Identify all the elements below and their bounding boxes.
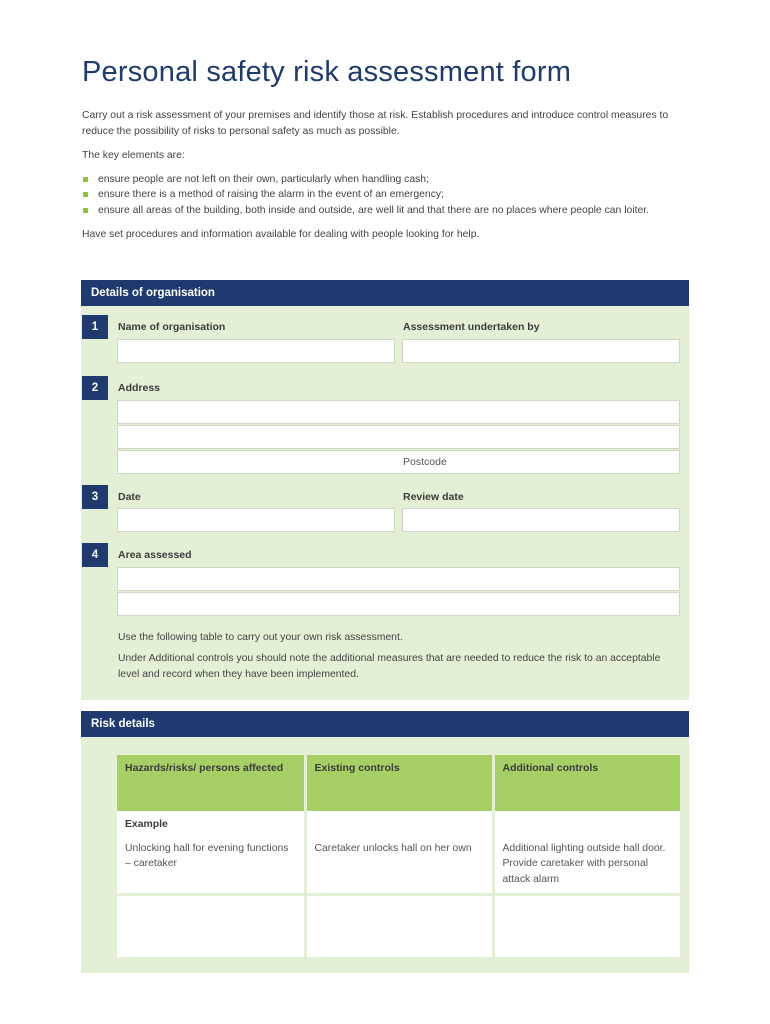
table-row xyxy=(117,895,680,959)
item-number-4: 4 xyxy=(82,543,108,567)
section-header-details: Details of organisation xyxy=(81,280,689,306)
column-header-existing-controls: Existing controls xyxy=(305,755,493,811)
list-item: ensure people are not left on their own, particularly when handling cash; xyxy=(82,172,682,188)
column-header-additional-controls: Additional controls xyxy=(493,755,680,811)
item-number-2: 2 xyxy=(82,376,108,400)
date-label: Date xyxy=(118,491,141,503)
details-section xyxy=(81,280,689,700)
item-number-1: 1 xyxy=(82,315,108,339)
list-item: ensure all areas of the building, both inside and outside, are well lit and that there are no places where people can loiter. xyxy=(82,203,682,219)
example-existing-cell xyxy=(305,811,493,895)
review-date-label: Review date xyxy=(403,491,464,503)
bullet-square-icon xyxy=(83,192,88,197)
bullet-square-icon xyxy=(83,177,88,182)
name-of-organisation-label: Name of organisation xyxy=(118,321,226,333)
example-hazard-cell xyxy=(117,811,305,895)
address-line-2-field[interactable] xyxy=(117,425,680,449)
area-assessed-label: Area assessed xyxy=(118,549,192,561)
risk-section xyxy=(81,711,689,973)
review-date-field[interactable] xyxy=(402,508,680,532)
assessment-undertaken-by-label: Assessment undertaken by xyxy=(403,321,540,333)
list-item: ensure there is a method of raising the alarm in the event of an emergency; xyxy=(82,187,682,203)
intro-paragraph: Carry out a risk assessment of your premises and identify those at risk. Establish procedures and introduce control measures to reduce the possibility of risks to personal safety as much as possible. xyxy=(82,110,669,137)
bullet-square-icon xyxy=(83,208,88,213)
example-existing-text: Caretaker unlocks hall on her own xyxy=(314,842,472,854)
area-assessed-line-1-field[interactable] xyxy=(117,567,680,591)
intro-text xyxy=(82,108,682,252)
example-additional-text: Additional lighting outside hall door. Provide caretaker with personal attack alarm xyxy=(502,842,666,885)
page-title: Personal safety risk assessment form xyxy=(82,56,572,88)
address-label: Address xyxy=(118,382,161,394)
intro-paragraph-2: Have set procedures and information available for dealing with people looking for help. xyxy=(82,229,480,240)
table-row xyxy=(117,811,680,895)
risk-table xyxy=(117,755,680,960)
item-number-3: 3 xyxy=(82,485,108,509)
section-header-risk: Risk details xyxy=(81,711,689,737)
organisation-name-field[interactable] xyxy=(117,339,395,363)
assessment-undertaken-by-field[interactable] xyxy=(402,339,680,363)
example-label: Example xyxy=(125,819,168,830)
additional-controls-input-cell[interactable] xyxy=(493,895,680,959)
address-line-3-field[interactable] xyxy=(117,450,680,474)
table-header-row xyxy=(117,755,680,811)
hazard-input-cell[interactable] xyxy=(117,895,305,959)
example-additional-cell xyxy=(493,811,680,895)
key-elements-label: The key elements are: xyxy=(82,150,185,161)
postcode-label: Postcode xyxy=(403,456,447,468)
column-header-hazards: Hazards/risks/ persons affected xyxy=(117,755,305,811)
key-elements-list xyxy=(82,172,682,219)
additional-controls-note: Under Additional controls you should note the additional measures that are needed to reduce the risk to an acceptable level and record when they have been implemented. xyxy=(118,653,661,680)
existing-controls-input-cell[interactable] xyxy=(305,895,493,959)
table-instruction-note: Use the following table to carry out your own risk assessment. xyxy=(118,632,403,643)
area-assessed-line-2-field[interactable] xyxy=(117,592,680,616)
date-field[interactable] xyxy=(117,508,395,532)
address-line-1-field[interactable] xyxy=(117,400,680,424)
example-hazard-text: Unlocking hall for evening functions – caretaker xyxy=(125,842,289,869)
